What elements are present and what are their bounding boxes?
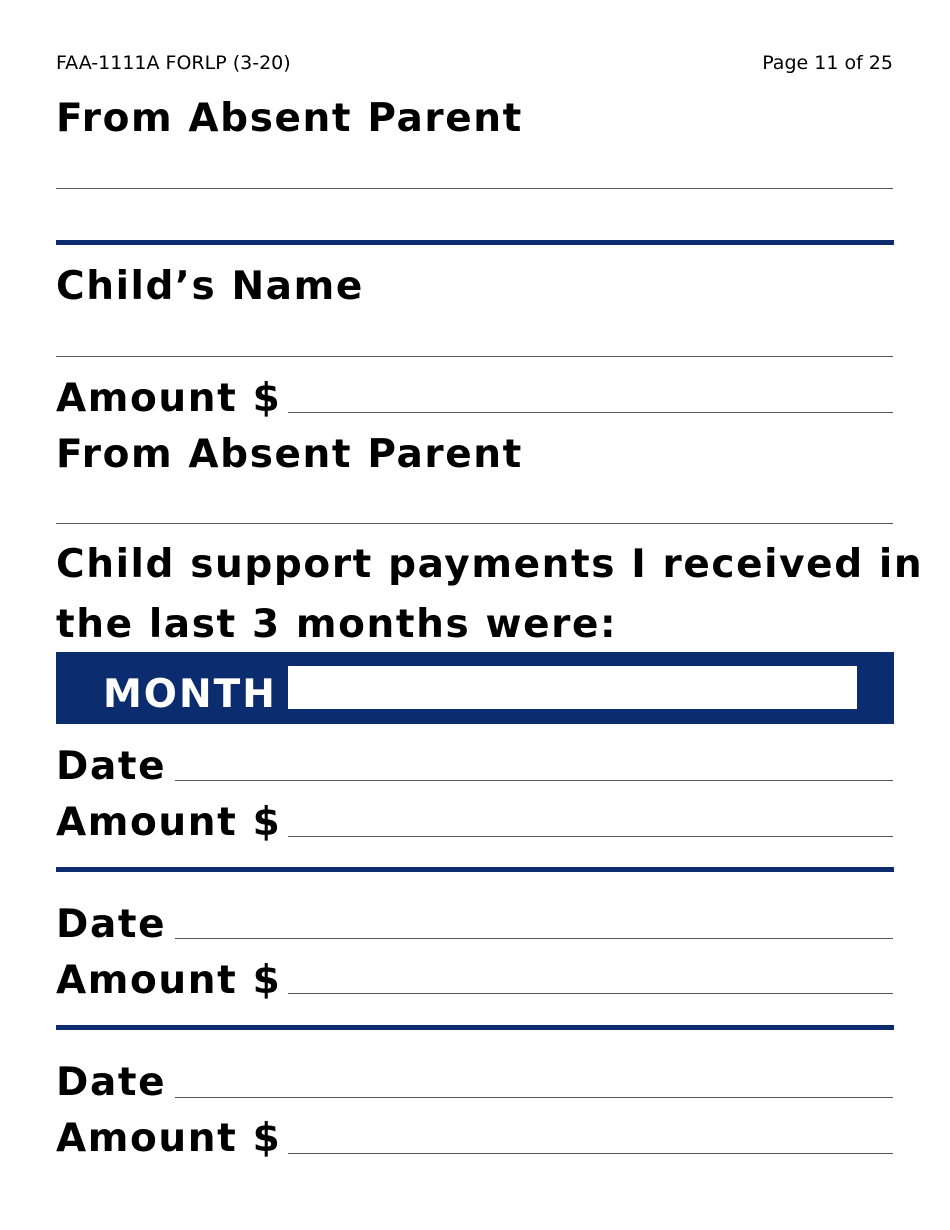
field-underline [288, 1153, 893, 1154]
date-field-1[interactable] [175, 750, 896, 780]
field-underline [56, 188, 893, 189]
date-field-3[interactable] [175, 1066, 896, 1096]
from-absent-parent-field[interactable] [56, 156, 897, 188]
amount-field-2[interactable] [288, 964, 896, 994]
from-absent-parent-label: From Absent Parent [56, 96, 523, 141]
amount-field[interactable] [288, 382, 896, 412]
month-bar [56, 652, 894, 724]
amount-label: Amount $ [56, 376, 282, 421]
entry-divider [56, 867, 894, 872]
date-label: Date [56, 902, 167, 947]
month-label: MONTH [103, 672, 277, 717]
childs-name-label: Child’s Name [56, 264, 364, 309]
field-underline [56, 356, 893, 357]
field-underline [175, 938, 893, 939]
page-number: Page 11 of 25 [762, 52, 893, 74]
amount-field-1[interactable] [288, 806, 896, 836]
payments-heading-line2: the last 3 months were: [56, 602, 618, 647]
field-underline [56, 523, 893, 524]
form-id: FAA-1111A FORLP (3-20) [56, 52, 291, 74]
month-field[interactable] [288, 666, 857, 709]
payments-heading-line1: Child support payments I received in [56, 542, 924, 587]
field-underline [175, 780, 893, 781]
childs-name-field[interactable] [56, 324, 897, 356]
field-underline [175, 1097, 893, 1098]
field-underline [288, 993, 893, 994]
entry-divider [56, 1025, 894, 1030]
from-absent-parent-label-2: From Absent Parent [56, 432, 523, 477]
date-field-2[interactable] [175, 908, 896, 938]
amount-label: Amount $ [56, 800, 282, 845]
date-label: Date [56, 744, 167, 789]
amount-label: Amount $ [56, 958, 282, 1003]
date-label: Date [56, 1060, 167, 1105]
from-absent-parent-field-2[interactable] [56, 490, 897, 522]
field-underline [288, 836, 893, 837]
field-underline [288, 412, 893, 413]
section-divider [56, 240, 894, 245]
amount-field-3[interactable] [288, 1122, 896, 1152]
amount-label: Amount $ [56, 1116, 282, 1161]
